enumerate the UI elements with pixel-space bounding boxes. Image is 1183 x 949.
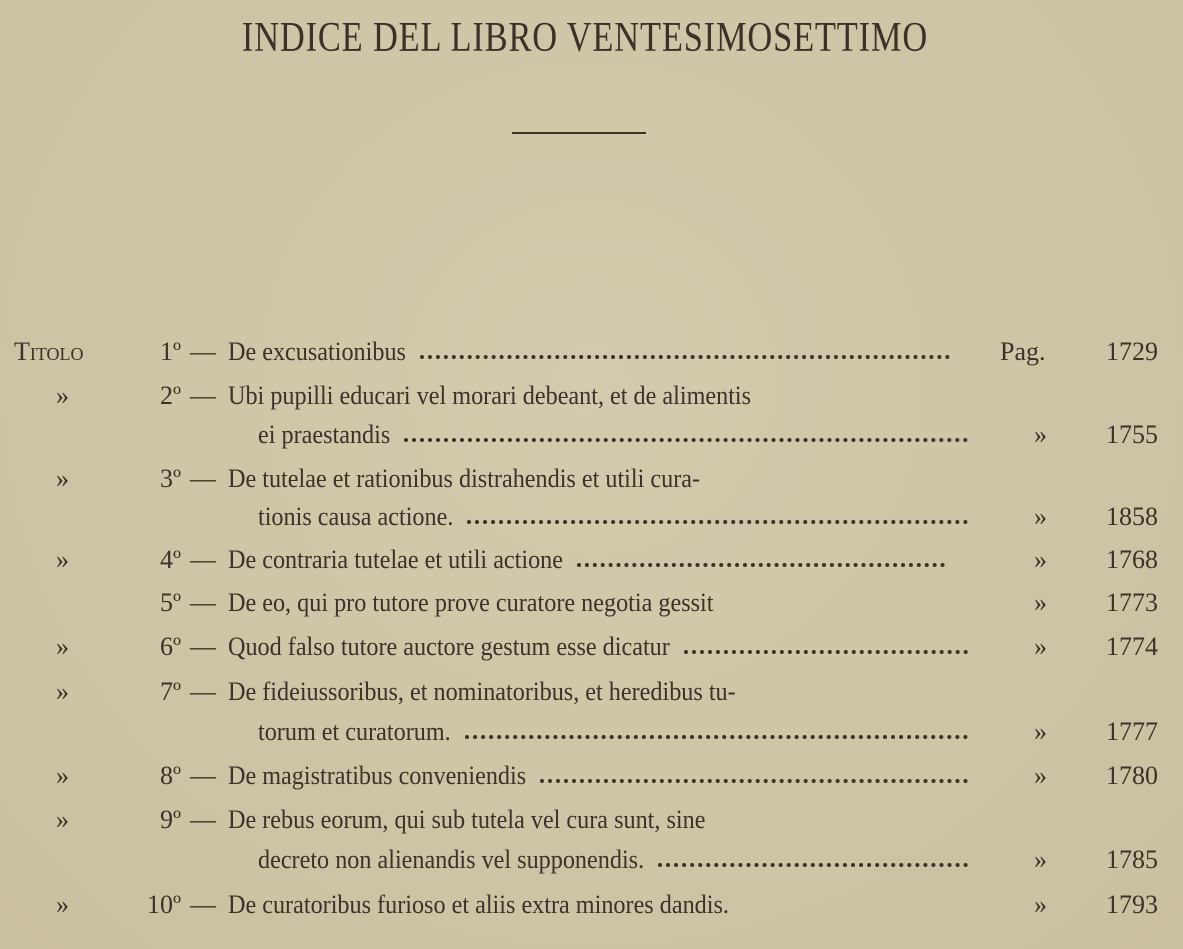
page-marker: » [1034, 761, 1047, 790]
toc-entry-line [0, 629, 1183, 665]
dot-leader [540, 773, 968, 783]
entry-title: decreto non alienandis vel supponendis. [258, 845, 645, 874]
entry-title: De excusationibus [228, 337, 406, 366]
page-marker: » [1034, 890, 1047, 919]
toc-entry-line [0, 802, 1183, 838]
dot-leader [404, 432, 968, 442]
entry-dash: — [190, 677, 216, 706]
entry-prefix: Titolo [14, 337, 84, 366]
entry-title: De tutelae et rationibus distrahendis et utili cura- [228, 464, 701, 493]
title-rule [512, 132, 646, 134]
entry-prefix: » [56, 632, 69, 661]
entry-title: De rebus eorum, qui sub tutela vel cura sunt, sine [228, 805, 706, 834]
entry-prefix: » [56, 381, 69, 410]
dot-leader [467, 514, 968, 524]
dot-leader [577, 557, 945, 567]
toc-entry-line [0, 585, 1183, 621]
toc-entry-line [0, 758, 1183, 794]
entry-dash: — [190, 805, 216, 834]
entry-number: 10º [146, 890, 181, 919]
toc-entry-line [0, 887, 1183, 923]
entry-number: 2º [159, 381, 181, 410]
entry-prefix: » [56, 677, 69, 706]
entry-title: torum et curatorum. [258, 717, 451, 746]
entry-title: tionis causa actione. [258, 502, 454, 531]
entry-prefix: » [56, 545, 69, 574]
entry-dash: — [190, 545, 216, 574]
page-number: 1755 [1106, 420, 1158, 449]
entry-title: ei praestandis [258, 420, 391, 449]
page-marker: » [1034, 717, 1047, 746]
toc-entry-line [0, 334, 1183, 370]
page-marker: » [1034, 632, 1047, 661]
page-number: 1780 [1106, 761, 1158, 790]
toc-entry-line [0, 378, 1183, 414]
toc-entry-line [0, 842, 1183, 878]
entry-dash: — [190, 632, 216, 661]
entry-prefix: » [56, 464, 69, 493]
entry-number: 3º [159, 464, 181, 493]
entry-dash: — [190, 890, 216, 919]
entry-number: 8º [159, 761, 181, 790]
entry-dash: — [190, 381, 216, 410]
toc-entry-line [0, 461, 1183, 497]
dot-leader [420, 349, 950, 359]
dot-leader [658, 857, 968, 867]
page-number: 1785 [1106, 845, 1158, 874]
entry-title: De fideiussoribus, et nominatoribus, et heredibus tu- [228, 677, 736, 706]
entry-title: De contraria tutelae et utili actione [228, 545, 564, 574]
entry-title: De eo, qui pro tutore prove curatore negotia gessit [228, 588, 714, 617]
entry-prefix: » [56, 890, 69, 919]
page-number: 1774 [1106, 632, 1158, 661]
dot-leader [465, 729, 968, 739]
page-number: 1777 [1106, 717, 1158, 746]
entry-dash: — [190, 337, 216, 366]
page-number: 1858 [1106, 502, 1158, 531]
page-number: 1768 [1106, 545, 1158, 574]
entry-prefix: » [56, 761, 69, 790]
dot-leader [684, 644, 968, 654]
toc-entry-line [0, 674, 1183, 710]
entry-prefix: » [56, 805, 69, 834]
entry-dash: — [190, 588, 216, 617]
page-marker: » [1034, 502, 1047, 531]
entry-number: 9º [159, 805, 181, 834]
entry-number: 1º [159, 337, 181, 366]
page-number: 1773 [1106, 588, 1158, 617]
entry-number: 6º [159, 632, 181, 661]
page-marker: Pag. [1000, 337, 1046, 366]
entry-number: 5º [159, 588, 181, 617]
entry-title: De magistratibus conveniendis [228, 761, 527, 790]
toc-entry-line [0, 542, 1183, 578]
entry-dash: — [190, 761, 216, 790]
toc-entry-line [0, 417, 1183, 453]
entry-number: 7º [159, 677, 181, 706]
page-title: INDICE DEL LIBRO VENTESIMOSETTIMO [241, 15, 929, 61]
entry-title: Quod falso tutore auctore gestum esse dicatur [228, 632, 670, 661]
entry-title: Ubi pupilli educari vel morari debeant, et de alimentis [228, 381, 752, 410]
entry-title: De curatoribus furioso et aliis extra minores dandis. [228, 890, 729, 919]
toc-entry-line [0, 499, 1183, 535]
page-marker: » [1034, 420, 1047, 449]
page-number: 1729 [1106, 337, 1158, 366]
page-marker: » [1034, 545, 1047, 574]
toc-entry-line [0, 714, 1183, 750]
page-marker: » [1034, 588, 1047, 617]
page-marker: » [1034, 845, 1047, 874]
entry-dash: — [190, 464, 216, 493]
entry-number: 4º [159, 545, 181, 574]
page-number: 1793 [1106, 890, 1158, 919]
